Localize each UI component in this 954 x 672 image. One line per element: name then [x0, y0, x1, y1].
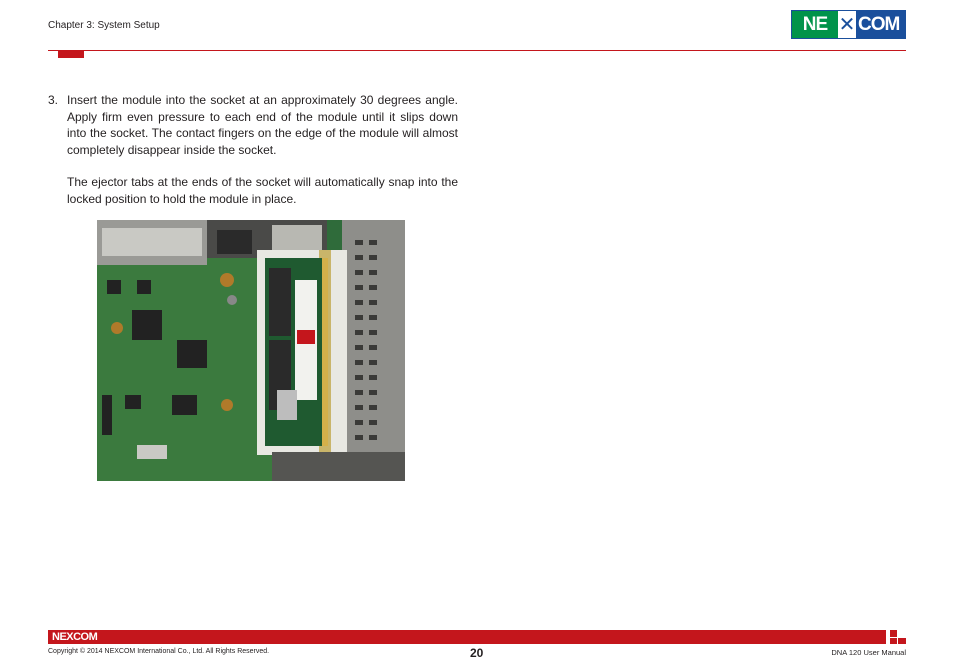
step-paragraph-2: The ejector tabs at the ends of the socket will automatically snap into the locked position to hold the module in place. [67, 175, 458, 206]
footer-bar [48, 630, 886, 644]
footer-square-3 [898, 638, 906, 644]
chapter-title: Chapter 3: System Setup [48, 20, 160, 31]
step-number: 3. [48, 93, 59, 107]
step-paragraph-1: Insert the module into the socket at an approximately 30 degrees angle. Apply firm even pressure to each end of the module until it slips down into the socket. The contact fingers on the edge of the module will almost completely disappear inside the socket. [67, 93, 458, 157]
header-divider [48, 50, 906, 51]
footer-square-2 [890, 638, 897, 644]
memory-module-photo [97, 220, 405, 481]
step-3 [48, 92, 458, 223]
header-accent-tab [58, 50, 84, 58]
footer-logo: NEXCOM [52, 631, 98, 643]
nexcom-logo: NE ✕ COM [791, 10, 906, 39]
copyright-text: Copyright © 2014 NEXCOM International Co., Ltd. All Rights Reserved. [48, 648, 270, 655]
manual-name: DNA 120 User Manual [831, 648, 906, 657]
page-number: 20 [470, 646, 484, 660]
footer-square-1 [890, 630, 897, 637]
